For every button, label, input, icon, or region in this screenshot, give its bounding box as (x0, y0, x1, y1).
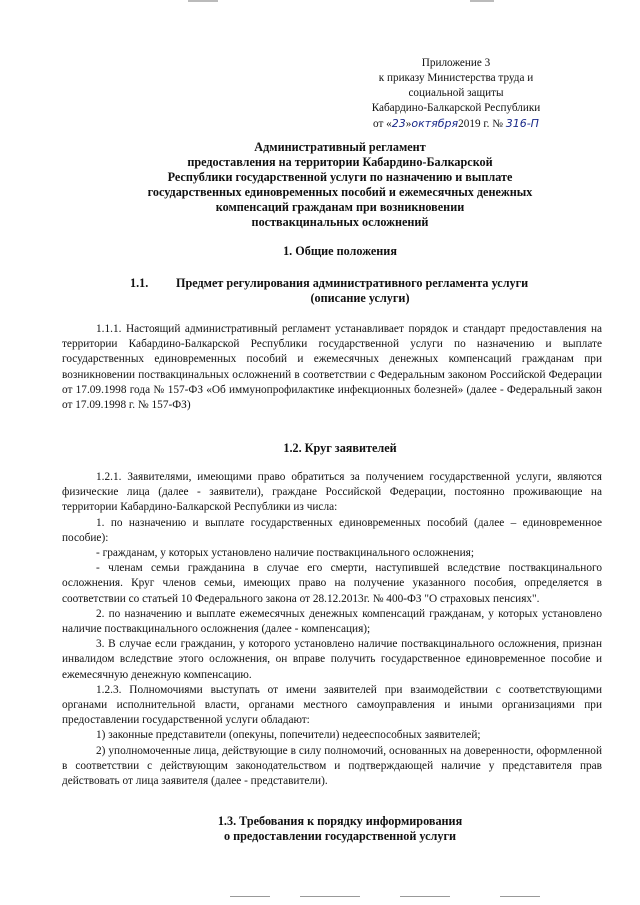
paragraph: 1.2.3. Полномочиями выступать от имени заявителей при взаимодействии с соответствующими органами исполнительной власти, органами местного самоуправления и иными организациями при предоставлении государственной услуги обладают: (62, 683, 602, 727)
scan-artifact (470, 0, 494, 2)
paragraph: 3. В случае если гражданин, у которого установлено наличие поствакцинального осложнения, признан инвалидом вследствие этого осложнения, он вправе получить государственное единовременное пособие и ежемесячную денежную компенсацию. (62, 638, 602, 681)
appendix-line: к приказу Министерства труда и (378, 72, 534, 84)
paragraph: - гражданам, у которых установлено наличие поствакцинального осложнения; (96, 547, 474, 560)
title-line: Республики государственной услуги по назначению и выплате (167, 170, 513, 184)
handwritten-number: 316-П (505, 117, 539, 130)
section-heading (60, 814, 620, 844)
date-year: 2019 г. № (458, 118, 503, 130)
date-prefix: от « (373, 118, 392, 130)
scan-artifact (300, 896, 360, 897)
subsection-title: Предмет регулирования административного регламента услуги (176, 276, 529, 290)
handwritten-day: 23 (391, 117, 406, 130)
scan-artifact (500, 896, 540, 897)
paragraph: 1. по назначению и выплате государственных единовременных пособий (далее – единовременное пособие): (62, 516, 602, 544)
date-mid: » (405, 118, 412, 130)
paragraph: 1.2.1. Заявителями, имеющими право обратиться за получением государственной услуги, являются физические лица (далее - заявители), граждане Российской Федерации, постоянно проживающие на территории Кабардино-Балкарской Республики из числа: (62, 471, 602, 514)
paragraph-block (62, 470, 602, 789)
document-title (140, 140, 540, 230)
paragraph: 2. по назначению и выплате ежемесячных денежных компенсаций гражданам, у которых установлено наличие поствакцинального осложнения (далее - компенсация); (62, 607, 602, 636)
appendix-line: Приложение 3 (421, 57, 491, 69)
handwritten-month: октября (411, 117, 459, 130)
appendix-line: социальной защиты (408, 87, 504, 99)
appendix-line: Кабардино-Балкарской Республики (371, 102, 541, 114)
section-heading-line: 1.3. Требования к порядку информирования (217, 814, 463, 828)
subsection-number: 1.1. (130, 276, 149, 290)
paragraph: 2) уполномоченные лица, действующие в силу полномочий, основанных на доверенности, оформленной в соответствии с действующим законодательством и подтверждающей наличие у представителя прав действовать от лица заявителя (далее - представители). (62, 744, 602, 788)
paragraph-block (62, 322, 602, 413)
title-line: компенсаций гражданам при возникновении (215, 200, 465, 214)
appendix-date-line (356, 116, 556, 132)
scan-artifact (230, 896, 270, 897)
subsection-title-cont: (описание услуги) (310, 291, 410, 305)
title-line: Административный регламент (254, 140, 426, 154)
paragraph: 1) законные представители (опекуны, попечители) недееспособных заявителей; (96, 729, 481, 742)
paragraph: - членам семьи гражданина в случае его смерти, наступившей вследствие поствакцинального осложнения. Круг членов семьи, имеющих право на получение указанного пособия, определяется в соответствии со статьей 10 Федерального закона от 28.12.2013г. № 400-ФЗ "О страховых пенсиях". (62, 562, 602, 605)
title-line: предоставления на территории Кабардино-Балкарской (187, 155, 493, 169)
section-heading: 1.2. Круг заявителей (283, 441, 397, 455)
scan-artifact (400, 896, 450, 897)
appendix-block (356, 56, 556, 132)
paragraph: 1.1.1. Настоящий административный регламент устанавливает порядок и стандарт предоставления на территории Кабардино-Балкарской Республики государственной услуги по назначению и выплате государственных единовременных пособий и ежемесячных денежных компенсаций гражданам при возникновении поствакцинальных осложнений в соответствии с Федеральным законом Российской Федерации от 17.09.1998 года № 157-ФЗ «Об иммунопрофилактике инфекционных болезней» (далее - Федеральный закон от 17.09.1998 г. № 157-ФЗ) (62, 323, 602, 412)
section-heading: 1. Общие положения (283, 244, 397, 258)
section-heading-line: о предоставлении государственной услуги (223, 829, 456, 843)
title-line: государственных единовременных пособий и ежемесячных денежных (147, 185, 533, 199)
title-line: поствакцинальных осложнений (251, 215, 429, 229)
scan-artifact (188, 0, 218, 2)
